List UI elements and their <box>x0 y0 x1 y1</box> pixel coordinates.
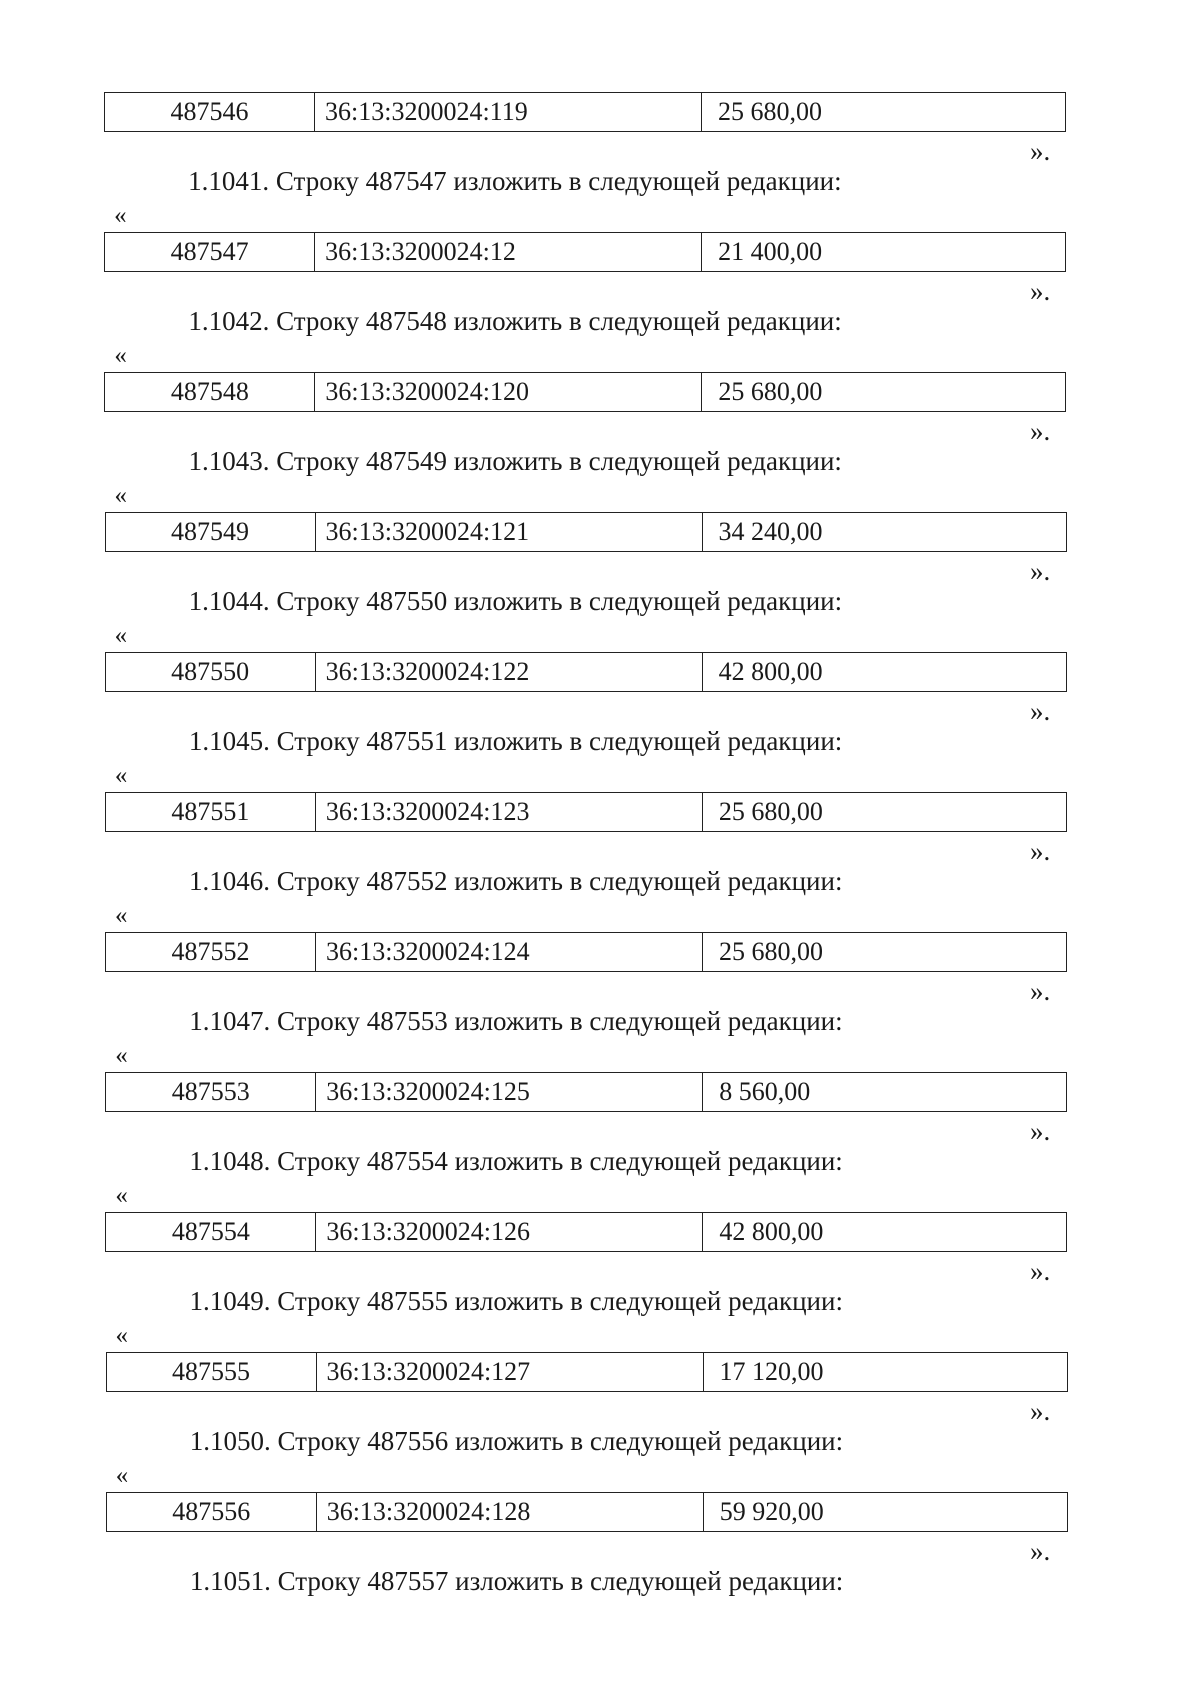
row-value: 42 800,00 <box>719 1217 824 1246</box>
row-cadastral-number: 36:13:3200024:122 <box>316 653 703 691</box>
closing-quote: ». <box>1030 976 1051 1006</box>
row-value: 59 920,00 <box>719 1497 824 1526</box>
row-cadastral-number: 36:13:3200024:127 <box>317 1353 704 1391</box>
amendment-heading: 1.1050. Строку 487556 изложить в следующей редакции: <box>189 1426 844 1456</box>
closing-quote: ». <box>1030 1256 1051 1286</box>
table-row <box>106 1492 1068 1532</box>
row-cadastral-number: 36:13:3200024:126 <box>316 1213 703 1251</box>
closing-quote: ». <box>1030 556 1051 586</box>
row-cadastral-number: 36:13:3200024:124 <box>316 933 703 971</box>
opening-quote: « <box>115 902 128 929</box>
row-code: 487550 <box>106 653 316 691</box>
closing-quote: ». <box>1030 696 1051 726</box>
opening-quote: « <box>115 1182 128 1209</box>
amendment-heading: 1.1047. Строку 487553 изложить в следующей редакции: <box>189 1006 843 1036</box>
opening-quote: « <box>114 482 127 509</box>
amendment-heading: 1.1043. Строку 487549 изложить в следующей редакции: <box>188 446 842 476</box>
table-row <box>105 512 1067 552</box>
table-row <box>105 932 1067 972</box>
row-cadastral-number: 36:13:3200024:128 <box>317 1493 704 1531</box>
closing-quote: ». <box>1030 1536 1051 1566</box>
row-cadastral-number: 36:13:3200024:123 <box>316 793 703 831</box>
opening-quote: « <box>115 1322 129 1349</box>
table-row <box>106 1352 1068 1392</box>
row-value: 25 680,00 <box>718 97 822 126</box>
row-code: 487553 <box>106 1073 316 1111</box>
closing-quote: ». <box>1030 416 1051 446</box>
row-code: 487554 <box>106 1213 316 1251</box>
row-code: 487548 <box>105 373 315 411</box>
row-code: 487549 <box>106 513 316 551</box>
row-value: 42 800,00 <box>718 657 823 686</box>
amendment-heading: 1.1051. Строку 487557 изложить в следующей редакции: <box>189 1566 844 1596</box>
amendment-heading: 1.1044. Строку 487550 изложить в следующей редакции: <box>188 586 843 616</box>
row-cadastral-number: 36:13:3200024:125 <box>316 1073 703 1111</box>
amendment-heading: 1.1048. Строку 487554 изложить в следующей редакции: <box>189 1146 843 1176</box>
table-row <box>104 232 1066 272</box>
opening-quote: « <box>115 1042 128 1069</box>
row-value: 25 680,00 <box>719 937 824 966</box>
table-row <box>104 372 1066 412</box>
amendment-heading: 1.1041. Строку 487547 изложить в следующей редакции: <box>188 166 842 196</box>
row-value: 21 400,00 <box>718 237 823 266</box>
opening-quote: « <box>114 202 127 229</box>
table-row <box>105 652 1067 692</box>
closing-quote: ». <box>1030 1116 1051 1146</box>
table-row <box>105 792 1067 832</box>
row-code: 487552 <box>106 933 316 971</box>
row-value: 25 680,00 <box>718 377 823 406</box>
opening-quote: « <box>114 622 128 649</box>
row-cadastral-number: 36:13:3200024:119 <box>315 93 702 131</box>
row-value: 17 120,00 <box>719 1357 824 1386</box>
closing-quote: ». <box>1030 836 1051 866</box>
row-value: 8 560,00 <box>719 1077 811 1106</box>
table-row <box>105 1072 1067 1112</box>
table-row <box>104 92 1066 132</box>
closing-quote: ». <box>1030 1396 1051 1426</box>
opening-quote: « <box>114 342 127 369</box>
amendment-heading: 1.1045. Строку 487551 изложить в следующей редакции: <box>188 726 843 756</box>
opening-quote: « <box>114 762 128 789</box>
row-code: 487551 <box>106 793 316 831</box>
row-value: 25 680,00 <box>718 797 823 826</box>
row-code: 487555 <box>107 1353 317 1391</box>
amendment-heading: 1.1049. Строку 487555 изложить в следующей редакции: <box>189 1286 843 1316</box>
row-cadastral-number: 36:13:3200024:120 <box>315 373 702 411</box>
row-cadastral-number: 36:13:3200024:12 <box>315 233 702 271</box>
row-code: 487547 <box>105 233 315 271</box>
closing-quote: ». <box>1030 276 1051 306</box>
amendment-heading: 1.1042. Строку 487548 изложить в следующей редакции: <box>188 306 842 336</box>
table-row <box>105 1212 1067 1252</box>
row-code: 487556 <box>107 1493 317 1531</box>
closing-quote: ». <box>1030 136 1051 166</box>
row-value: 34 240,00 <box>718 517 823 546</box>
row-cadastral-number: 36:13:3200024:121 <box>316 513 703 551</box>
amendment-heading: 1.1046. Строку 487552 изложить в следующей редакции: <box>189 866 843 896</box>
opening-quote: « <box>115 1462 129 1489</box>
row-code: 487546 <box>105 93 315 131</box>
